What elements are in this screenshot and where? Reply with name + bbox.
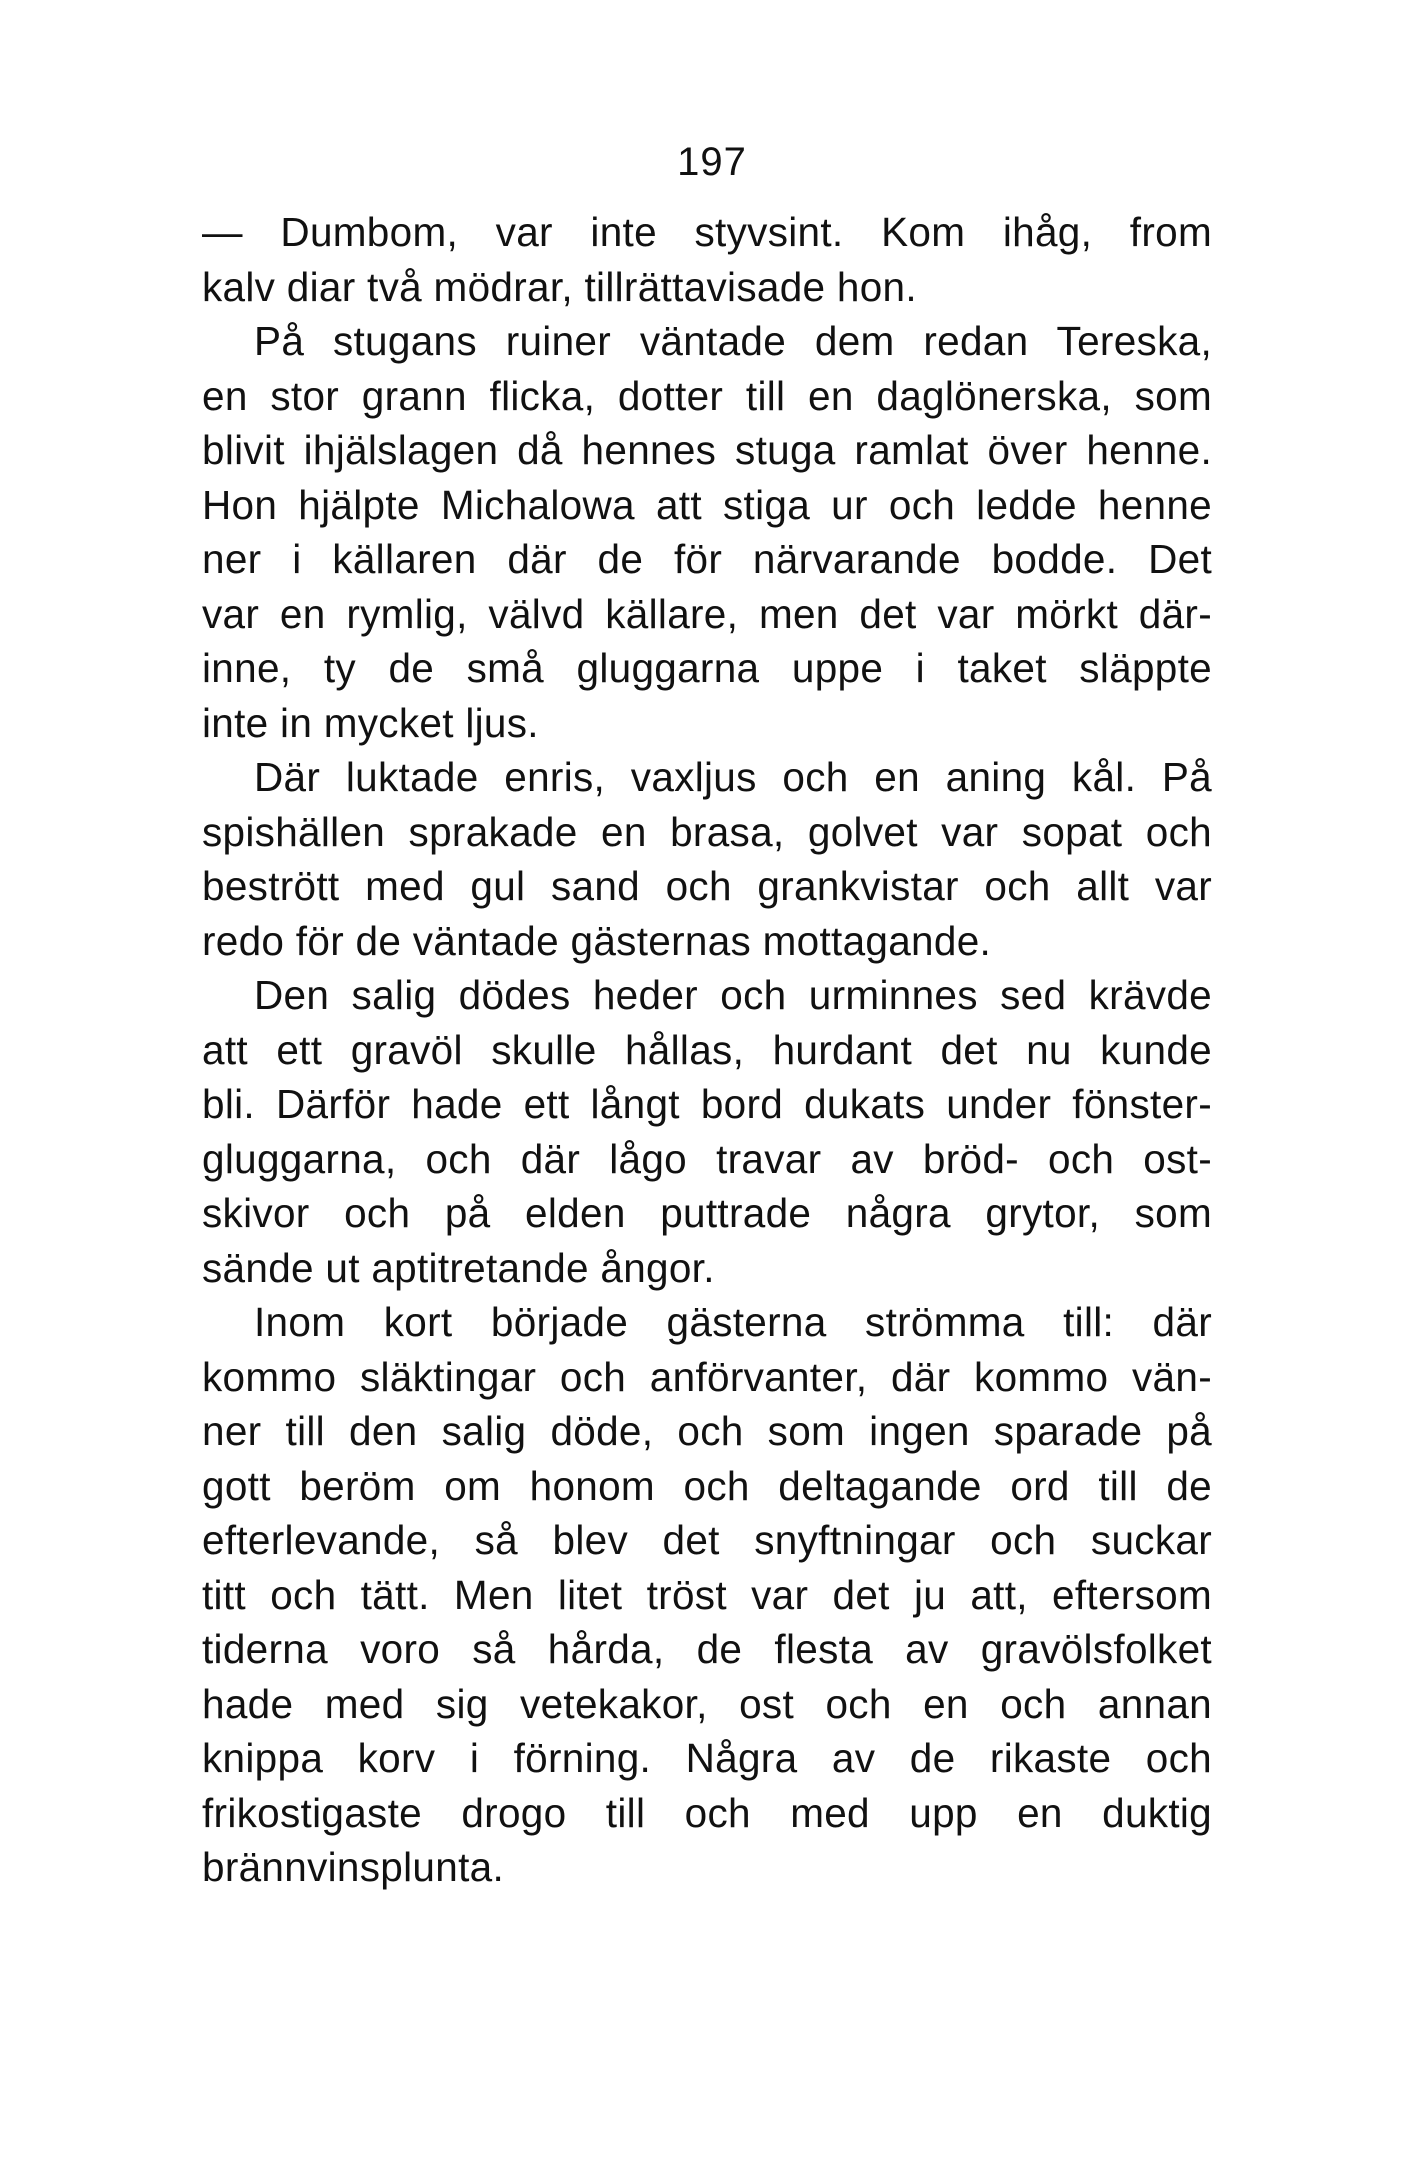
text-line: var en rymlig, välvd källare, men det var mörkt där- (202, 590, 1212, 637)
text-line: ner i källaren där de för närvarande bodde. Det (202, 536, 1212, 582)
text-line: ner till den salig döde, och som ingen sparade på (202, 1408, 1212, 1454)
text-line: blivit ihjälslagen då hennes stuga ramlat över henne. (202, 427, 1212, 473)
text-line: frikostigaste drogo till och med upp en duktig (202, 1789, 1212, 1836)
text-line: tiderna voro så hårda, de flesta av gravölsfolket (202, 1626, 1212, 1672)
text-line: knippa korv i förning. Några av de rikaste och (202, 1735, 1212, 1781)
text-line: att ett gravöl skulle hållas, hurdant det nu kunde (202, 1026, 1212, 1073)
text-line: skivor och på elden puttrade några grytor, som (202, 1190, 1212, 1236)
text-line: Där luktade enris, vaxljus och en aning kål. På (254, 754, 1212, 800)
text-line: hade med sig vetekakor, ost och en och annan (202, 1680, 1212, 1727)
text-line: redo för de väntade gästernas mottagande. (202, 917, 992, 964)
text-line: kommo släktingar och anförvanter, där kommo vän- (202, 1353, 1212, 1400)
text-line: — Dumbom, var inte styvsint. Kom ihåg, from (202, 209, 1212, 255)
text-line: inne, ty de små gluggarna uppe i taket släppte (202, 645, 1212, 691)
page-number: 197 (677, 140, 747, 184)
text-line: efterlevande, så blev det snyftningar och suckar (202, 1517, 1212, 1563)
text-line: titt och tätt. Men litet tröst var det ju att, eftersom (202, 1571, 1212, 1618)
text-line: Den salig dödes heder och urminnes sed krävde (254, 972, 1212, 1018)
text-line: sände ut aptitretande ångor. (202, 1244, 715, 1291)
text-line: kalv diar två mödrar, tillrättavisade hon. (202, 263, 917, 310)
text-line: Hon hjälpte Michalowa att stiga ur och ledde henne (202, 481, 1212, 528)
text-line: gluggarna, och där lågo travar av bröd- och ost- (202, 1135, 1212, 1182)
text-line: inte in mycket ljus. (202, 699, 539, 746)
text-line: På stugans ruiner väntade dem redan Tereska, (254, 318, 1212, 364)
text-line: bestrött med gul sand och grankvistar och allt var (202, 863, 1212, 909)
text-line: Inom kort började gästerna strömma till: där (254, 1299, 1212, 1345)
text-line: en stor grann flicka, dotter till en daglönerska, som (202, 372, 1212, 419)
text-line: brännvinsplunta. (202, 1844, 505, 1890)
text-line: gott beröm om honom och deltagande ord till de (202, 1462, 1212, 1509)
text-line: spishällen sprakade en brasa, golvet var sopat och (202, 808, 1212, 855)
text-line: bli. Därför hade ett långt bord dukats under fönster- (202, 1081, 1212, 1127)
body-text (202, 205, 1212, 1895)
